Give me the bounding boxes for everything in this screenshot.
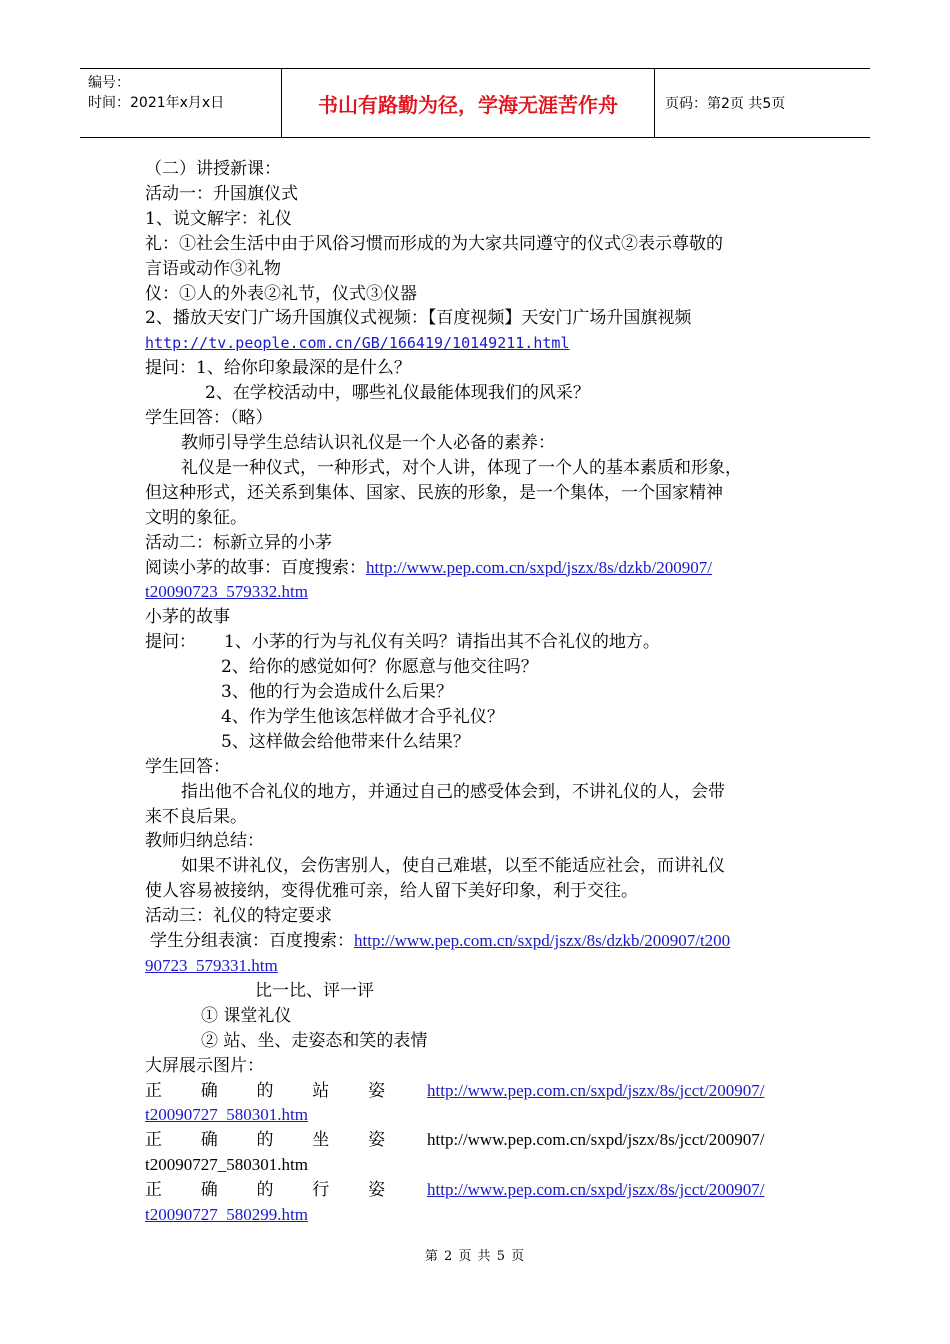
text-line: ① 课堂礼仪 <box>201 1005 292 1026</box>
word: 的 <box>256 1080 274 1101</box>
word: 确 <box>200 1080 218 1101</box>
text-line <box>145 1128 815 1153</box>
text-span: 阅读小茅的故事：百度搜索： <box>145 557 366 578</box>
text-line: 1、说文解字：礼仪 <box>145 208 292 229</box>
text-line: 学生回答：（略） <box>145 408 273 429</box>
text-line <box>145 929 815 954</box>
video-link[interactable]: http://tv.people.com.cn/GB/166419/10149211.html <box>145 334 570 353</box>
text-line <box>145 630 815 655</box>
word: 正 <box>145 1180 162 1201</box>
text-line: 仪：①人的外表②礼节，仪式③仪器 <box>145 283 417 304</box>
text-line: 教师归纳总结： <box>145 831 264 852</box>
header-motto: 书山有路勤为径，学海无涯苦作舟 <box>282 69 655 137</box>
word: 确 <box>200 1180 218 1201</box>
text-line: 礼仪是一种仪式，一种形式，对个人讲，体现了一个人的基本素质和形象， <box>181 457 742 478</box>
text-line: （二）讲授新课： <box>145 159 281 179</box>
text-line: 2、给你的感觉如何？你愿意与他交往吗？ <box>221 657 538 678</box>
text-line: 比一比、评一评 <box>255 980 374 1001</box>
text-line: 2、在学校活动中，哪些礼仪最能体现我们的风采？ <box>205 383 590 404</box>
performance-link-cont[interactable]: 90723_579331.htm <box>145 956 278 975</box>
word: 正 <box>145 1080 162 1101</box>
word: 姿 <box>368 1080 385 1101</box>
text-line: ② 站、坐、走姿态和笑的表情 <box>201 1030 428 1051</box>
text-line: 提问：1、给你印象最深的是什么？ <box>145 358 411 379</box>
document-body <box>145 157 815 1228</box>
spread-words <box>145 1128 385 1153</box>
text-line: 小茅的故事 <box>145 607 230 628</box>
text-line: 礼：①社会生活中由于风俗习惯而形成的为大家共同遵守的仪式②表示尊敬的 <box>145 233 723 254</box>
text-line: 5、这样做会给他带来什么结果？ <box>221 731 470 752</box>
word: 站 <box>312 1080 330 1101</box>
text-span: 学生分组表演：百度搜索： <box>150 931 354 952</box>
text-line: 3、他的行为会造成什么后果？ <box>221 682 453 703</box>
text-line: 但这种形式，还关系到集体、国家、民族的形象，是一个集体，一个国家精神 <box>145 482 723 503</box>
word: 正 <box>145 1130 162 1151</box>
text-line: 指出他不合礼仪的地方，并通过自己的感受体会到，不讲礼仪的人，会带 <box>181 781 725 802</box>
header-meta <box>80 69 282 137</box>
text-line: 言语或动作③礼物 <box>145 258 281 279</box>
text-line: 文明的象征。 <box>145 507 247 528</box>
walking-link[interactable]: http://www.pep.com.cn/sxpd/jszx/8s/jcct/200907/ <box>427 1180 765 1200</box>
text-line: 来不良后果。 <box>145 806 247 827</box>
section-heading: 活动一：升国旗仪式 <box>145 183 298 204</box>
text-line: 2、播放天安门广场升国旗仪式视频：【百度视频】天安门广场升国旗视频 <box>145 308 692 329</box>
header-page-info: 页码：第2页 共5页 <box>665 96 786 112</box>
number-label: 编号： <box>88 75 130 91</box>
story-link-cont[interactable]: t20090723_579332.htm <box>145 582 308 602</box>
word: 的 <box>256 1130 274 1151</box>
text-span: 提问： <box>145 632 196 653</box>
text-line: 使人容易被接纳，变得优雅可亲，给人留下美好印象，利于交往。 <box>145 881 638 902</box>
text-line <box>145 556 815 581</box>
word: 姿 <box>368 1130 385 1151</box>
sitting-url-text: http://www.pep.com.cn/sxpd/jszx/8s/jcct/200907/ <box>427 1130 765 1150</box>
text-line: 教师引导学生总结认识礼仪是一个人必备的素养： <box>181 432 555 453</box>
page-footer: 第 2 页 共 5 页 <box>424 1249 526 1264</box>
word: 姿 <box>368 1180 385 1201</box>
word: 的 <box>256 1180 274 1201</box>
spread-words <box>145 1079 385 1104</box>
walking-link-cont[interactable]: t20090727_580299.htm <box>145 1205 308 1225</box>
date-label: 时间：2021年x月x日 <box>88 95 225 111</box>
section-heading: 活动三：礼仪的特定要求 <box>145 906 332 927</box>
word: 行 <box>312 1180 330 1201</box>
spread-words <box>145 1178 385 1203</box>
sitting-url-text-cont: t20090727_580301.htm <box>145 1155 308 1175</box>
standing-link[interactable]: http://www.pep.com.cn/sxpd/jszx/8s/jcct/200907/ <box>427 1080 765 1100</box>
text-line: 学生回答： <box>145 756 230 777</box>
text-span: 1、小茅的行为与礼仪有关吗？请指出其不合礼仪的地方。 <box>224 632 660 653</box>
section-heading: 活动二：标新立异的小茅 <box>145 532 332 553</box>
text-line: 4、作为学生他该怎样做才合乎礼仪？ <box>221 706 504 727</box>
page-header <box>80 68 870 138</box>
performance-link[interactable]: http://www.pep.com.cn/sxpd/jszx/8s/dzkb/200907/t200 <box>354 931 731 951</box>
text-line <box>145 1079 815 1104</box>
text-line: 大屏展示图片： <box>145 1055 264 1076</box>
word: 确 <box>200 1130 218 1151</box>
story-link[interactable]: http://www.pep.com.cn/sxpd/jszx/8s/dzkb/200907/ <box>366 557 712 577</box>
standing-link-cont[interactable]: t20090727_580301.htm <box>145 1105 308 1125</box>
text-line: 如果不讲礼仪，会伤害别人，使自己难堪，以至不能适应社会，而讲礼仪 <box>181 856 725 877</box>
text-line <box>145 1178 815 1203</box>
word: 坐 <box>312 1130 330 1151</box>
